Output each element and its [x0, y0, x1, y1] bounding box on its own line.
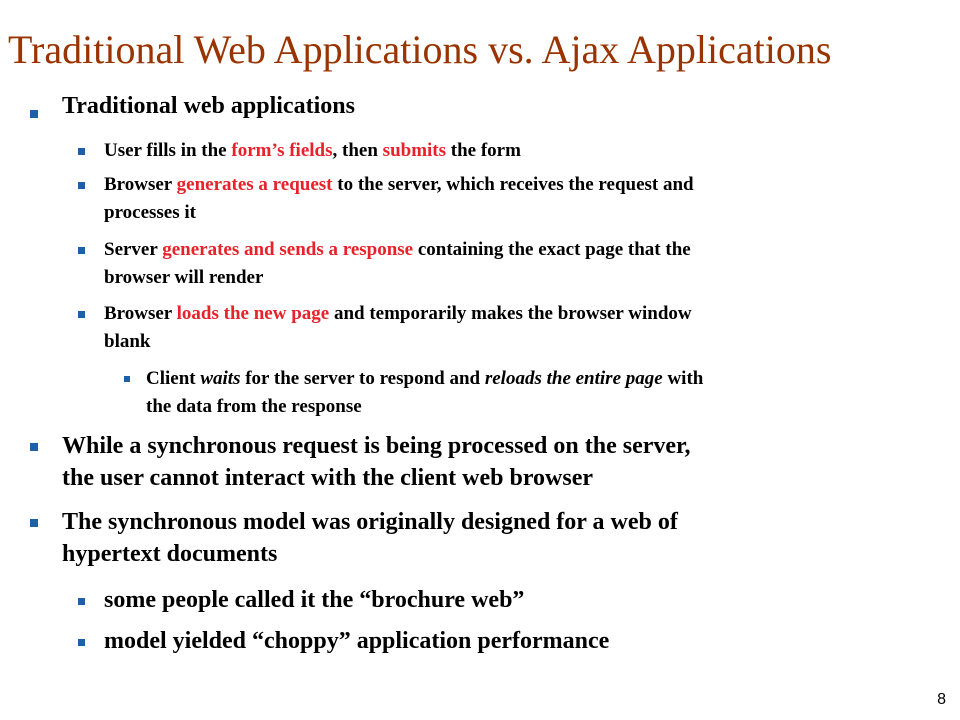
bullet-text: some people called it the “brochure web” [104, 587, 525, 613]
bullet-marker [78, 182, 85, 189]
bullet-marker [78, 598, 85, 605]
bullet-marker [78, 639, 85, 646]
bullet-text: with [662, 368, 704, 389]
bullet-text: the data from the response [146, 396, 362, 417]
highlight-loads-new-page: loads the new page [176, 303, 330, 324]
bullet-marker [124, 376, 130, 382]
bullet-text: model yielded “choppy” application performance [104, 628, 610, 654]
bullet-text: browser will render [104, 267, 264, 288]
bullet-text: hypertext documents [62, 541, 278, 567]
highlight-generates-response: generates and sends a response [162, 239, 414, 260]
bullet-text: The synchronous model was originally designed for a web of [62, 509, 678, 535]
bullet-text: the form [446, 140, 521, 161]
bullet-text: User fills in the [104, 140, 232, 161]
bullet-marker [30, 443, 38, 451]
bullet-synchronous-request [62, 430, 691, 494]
bullet-text: and temporarily makes the browser window [329, 303, 692, 324]
bullet-text: blank [104, 331, 151, 352]
bullet-text: the user cannot interact with the client web browser [62, 465, 594, 491]
highlight-generates-request: generates a request [176, 174, 333, 195]
highlight-submits: submits [382, 140, 447, 161]
bullet-text: Traditional web applications [62, 93, 355, 119]
bullet-sends-response [104, 236, 691, 292]
bullet-brochure-web [104, 584, 524, 616]
bullet-marker [30, 519, 38, 527]
slide-title: Traditional Web Applications vs. Ajax Applications [8, 27, 832, 72]
bullet-marker [78, 247, 85, 254]
bullet-text: containing the exact page that the [413, 239, 691, 260]
bullet-synchronous-model [62, 506, 678, 570]
bullet-client-waits [146, 365, 703, 421]
bullet-generates-request [104, 171, 694, 227]
bullet-text: Client [146, 368, 201, 389]
bullet-marker [78, 148, 85, 155]
page-number: 8 [937, 691, 946, 708]
bullet-text: Server [104, 239, 163, 260]
bullet-text: for the server to respond and [240, 368, 485, 389]
bullet-marker [78, 311, 85, 318]
bullet-text: While a synchronous request is being processed on the server, [62, 433, 691, 459]
bullet-text: to the server, which receives the request and [332, 174, 694, 195]
highlight-forms-fields: form’s fields [231, 140, 333, 161]
italic-waits: waits [200, 368, 241, 389]
bullet-text: processes it [104, 202, 196, 223]
bullet-choppy-performance [104, 625, 609, 657]
italic-reloads-entire-page: reloads the entire page [484, 368, 663, 389]
bullet-text: Browser [104, 303, 177, 324]
bullet-marker [30, 110, 38, 118]
bullet-text: , then [332, 140, 383, 161]
bullet-text: Browser [104, 174, 177, 195]
bullet-loads-new-page [104, 300, 692, 356]
bullet-traditional-web-apps [62, 90, 355, 122]
bullet-fill-form [104, 137, 521, 165]
